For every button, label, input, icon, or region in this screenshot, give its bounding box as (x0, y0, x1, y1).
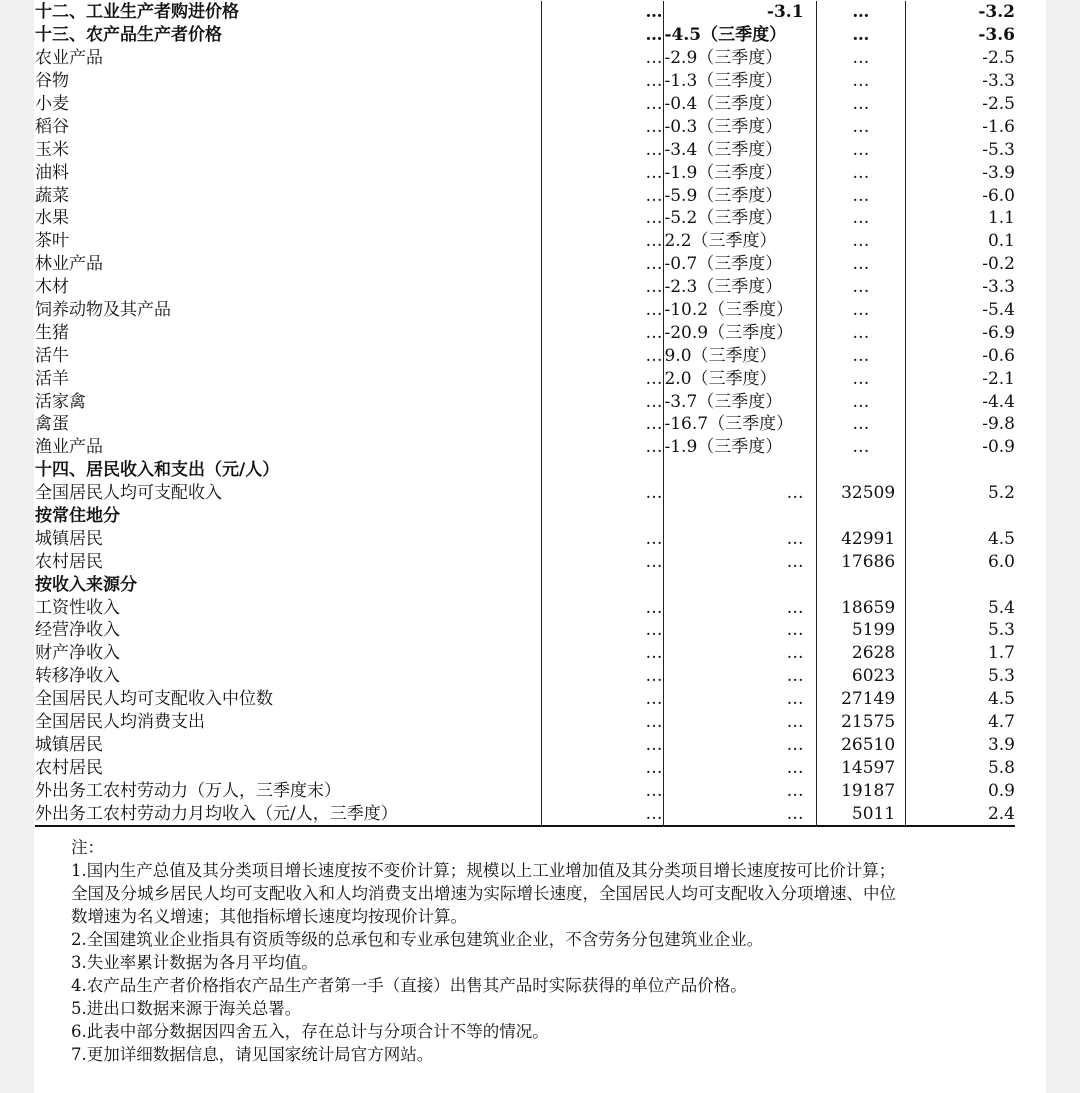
col2-number: 2.0 (664, 368, 692, 389)
col2-note: （三季度） (697, 94, 783, 114)
col1-value: … (541, 527, 664, 550)
col2-value (664, 619, 816, 642)
row-label: 农村居民 (35, 757, 103, 778)
table-row (35, 161, 1015, 184)
col2-number: … (786, 780, 804, 801)
table-row (35, 573, 1015, 596)
col1-value: … (541, 642, 664, 665)
row-label: 渔业产品 (35, 437, 103, 458)
col3-value: … (816, 115, 906, 138)
col2-note: （三季度） (697, 48, 783, 69)
col1-value: … (541, 367, 664, 390)
col4-value: 5.8 (906, 756, 1015, 779)
col2-note: （三季度） (697, 162, 783, 183)
col2-note: （三季度） (691, 231, 777, 252)
col1-value: … (541, 550, 664, 573)
col2-value (664, 184, 816, 207)
table-row (35, 596, 1015, 619)
col2-number: 9.0 (664, 345, 692, 366)
col2-value (664, 573, 816, 596)
row-label: 生猪 (35, 322, 69, 343)
col1-value: … (541, 253, 664, 276)
col2-note: （三季度） (697, 391, 783, 412)
col3-value: … (816, 70, 906, 93)
col2-value (664, 711, 816, 734)
col1-value: … (541, 70, 664, 93)
col1-value (541, 459, 664, 482)
col2-note: （三季度） (697, 254, 783, 275)
col2-note: （三季度） (697, 71, 783, 92)
table-row (35, 505, 1015, 528)
col1-value: … (541, 161, 664, 184)
col4-value: 4.5 (906, 527, 1015, 550)
col2-value (664, 459, 816, 482)
col1-value: … (541, 436, 664, 459)
col1-value: … (541, 1, 664, 24)
col3-value: 2628 (816, 642, 906, 665)
notes-heading: 注： (71, 838, 104, 857)
col2-value (664, 276, 816, 299)
row-label: 稻谷 (35, 116, 69, 137)
row-label: 农村居民 (35, 551, 103, 572)
col2-number: -0.4 (664, 94, 698, 114)
col3-value: … (816, 161, 906, 184)
col2-value (664, 1, 816, 24)
col2-value (664, 390, 816, 413)
col3-value (816, 573, 906, 596)
col4-value: -2.5 (906, 93, 1015, 116)
col1-value: … (541, 413, 664, 436)
col1-value (541, 505, 664, 528)
note-line: 5.进出口数据来源于海关总署。 (71, 999, 302, 1018)
col2-value (664, 299, 816, 322)
col1-value: … (541, 756, 664, 779)
col3-value: … (816, 276, 906, 299)
col2-value (664, 161, 816, 184)
col2-number: -3.7 (664, 391, 698, 412)
col2-note: （三季度） (708, 414, 794, 435)
note-line: 7.更加详细数据信息，请见国家统计局官方网站。 (71, 1045, 434, 1064)
col4-value: 0.1 (906, 230, 1015, 253)
col4-value: 2.4 (906, 802, 1015, 826)
col1-value: … (541, 688, 664, 711)
col2-number: -3.1 (766, 2, 804, 23)
col1-value: … (541, 344, 664, 367)
table-body (35, 1, 1015, 826)
col3-value: 14597 (816, 756, 906, 779)
col2-value (664, 802, 816, 826)
col3-value: 18659 (816, 596, 906, 619)
col1-value: … (541, 138, 664, 161)
col2-number: … (786, 689, 804, 710)
col2-value (664, 596, 816, 619)
col2-number: -3.4 (664, 139, 698, 160)
col2-value (664, 321, 816, 344)
col1-value: … (541, 299, 664, 322)
col3-value: 17686 (816, 550, 906, 573)
col1-value: … (541, 115, 664, 138)
row-label: 全国居民人均可支配收入 (35, 483, 222, 504)
col4-value: 5.4 (906, 596, 1015, 619)
col2-value (664, 115, 816, 138)
row-label: 饲养动物及其产品 (35, 300, 171, 321)
row-label: 小麦 (35, 94, 69, 114)
col3-value: … (816, 321, 906, 344)
col2-number: … (786, 620, 804, 641)
col2-note: （三季度） (691, 345, 777, 366)
table-row (35, 276, 1015, 299)
col4-value: -3.6 (906, 24, 1015, 47)
col3-value: 6023 (816, 665, 906, 688)
table-row (35, 184, 1015, 207)
col4-value: 5.3 (906, 665, 1015, 688)
col1-value: … (541, 802, 664, 826)
col2-value (664, 642, 816, 665)
col3-value: 26510 (816, 734, 906, 757)
col2-number: … (786, 757, 804, 778)
table-row (35, 1, 1015, 24)
row-label: 茶叶 (35, 231, 69, 252)
table-row (35, 93, 1015, 116)
row-label: 十四、居民收入和支出（元/人） (35, 460, 280, 481)
col2-value (664, 436, 816, 459)
col4-value: 4.7 (906, 711, 1015, 734)
col4-value: 0.9 (906, 779, 1015, 802)
col4-value: 4.5 (906, 688, 1015, 711)
col3-value: … (816, 413, 906, 436)
col3-value: 32509 (816, 482, 906, 505)
col4-value: -3.3 (906, 276, 1015, 299)
col2-number: -0.3 (664, 116, 698, 137)
table-row (35, 688, 1015, 711)
row-label: 按收入来源分 (35, 574, 137, 595)
col2-number: … (786, 666, 804, 687)
row-label: 外出务工农村劳动力月均收入（元/人，三季度） (35, 802, 541, 826)
table-row (35, 390, 1015, 413)
col3-value: … (816, 138, 906, 161)
row-label: 谷物 (35, 71, 69, 92)
col4-value: -3.9 (906, 161, 1015, 184)
col3-value: … (816, 253, 906, 276)
col2-note: （三季度） (697, 139, 783, 160)
note-line: 数增速为名义增速；其他指标增长速度均按现价计算。 (71, 907, 467, 926)
col4-value: -2.1 (906, 367, 1015, 390)
row-label: 十二、工业生产者购进价格 (35, 2, 239, 23)
table-row (35, 321, 1015, 344)
col1-value: … (541, 596, 664, 619)
row-label: 全国居民人均消费支出 (35, 712, 205, 733)
col3-value: … (816, 390, 906, 413)
table-row (35, 711, 1015, 734)
table-row (35, 527, 1015, 550)
col2-value (664, 550, 816, 573)
col2-number: … (786, 551, 804, 572)
row-label: 工资性收入 (35, 597, 120, 618)
col2-value (664, 47, 816, 70)
col3-value: … (816, 299, 906, 322)
col1-value: … (541, 619, 664, 642)
note-line: 1.国内生产总值及其分类项目增长速度按不变价计算；规模以上工业增加值及其分类项目增长速度按可比价计算； (71, 861, 896, 880)
col4-value: -2.5 (906, 47, 1015, 70)
col1-value: … (541, 390, 664, 413)
table-row (35, 207, 1015, 230)
row-label: 外出务工农村劳动力（万人，三季度末） (35, 780, 341, 801)
col1-value: … (541, 207, 664, 230)
table-row (35, 299, 1015, 322)
table-row (35, 344, 1015, 367)
table-row (35, 253, 1015, 276)
col2-value (664, 665, 816, 688)
table-row (35, 47, 1015, 70)
row-label: 玉米 (35, 139, 69, 160)
col2-value (664, 505, 816, 528)
col2-value (664, 230, 816, 253)
col2-value (664, 734, 816, 757)
col2-note: （三季度） (708, 300, 794, 321)
col1-value: … (541, 184, 664, 207)
col4-value: -0.6 (906, 344, 1015, 367)
col3-value: … (816, 344, 906, 367)
col2-number: … (786, 483, 804, 504)
col2-value (664, 24, 816, 47)
row-label: 财产净收入 (35, 643, 120, 664)
note-line: 全国及分城乡居民人均可支配收入和人均消费支出增速为实际增长速度，全国居民人均可支配收入分项增速、中位 (71, 884, 896, 903)
col3-value: … (816, 436, 906, 459)
col2-note: （三季度） (708, 322, 794, 343)
col4-value: -1.6 (906, 115, 1015, 138)
col1-value: … (541, 276, 664, 299)
col3-value: 42991 (816, 527, 906, 550)
row-label: 禽蛋 (35, 414, 69, 435)
table-row (35, 779, 1015, 802)
col3-value: … (816, 24, 906, 47)
col2-number: -5.9 (664, 185, 698, 206)
table-row (35, 367, 1015, 390)
table-row (35, 665, 1015, 688)
col4-value: -0.2 (906, 253, 1015, 276)
table-row (35, 482, 1015, 505)
note-line: 4.农产品生产者价格指农产品生产者第一手（直接）出售其产品时实际获得的单位产品价格。 (71, 976, 747, 995)
row-label: 全国居民人均可支配收入中位数 (35, 689, 273, 710)
col4-value (906, 505, 1015, 528)
col2-number: -4.5 (664, 25, 702, 46)
row-label: 按常住地分 (35, 506, 120, 527)
col2-note: （三季度） (701, 25, 787, 46)
col2-number: -1.9 (664, 162, 698, 183)
col2-number: … (786, 528, 804, 549)
col2-value (664, 344, 816, 367)
col2-value (664, 93, 816, 116)
row-label: 活家禽 (35, 391, 86, 412)
col4-value: -5.4 (906, 299, 1015, 322)
col2-note: （三季度） (697, 185, 783, 206)
col2-number: -2.3 (664, 277, 698, 298)
col4-value: -6.9 (906, 321, 1015, 344)
col1-value: … (541, 93, 664, 116)
col2-number: -10.2 (664, 300, 709, 321)
col3-value: … (816, 367, 906, 390)
col1-value: … (541, 665, 664, 688)
row-label: 经营净收入 (35, 620, 120, 641)
row-label: 农业产品 (35, 48, 103, 69)
row-label: 木材 (35, 277, 69, 298)
col3-value: … (816, 207, 906, 230)
row-label: 蔬菜 (35, 185, 69, 206)
col2-number: -1.3 (664, 71, 698, 92)
table-row (35, 138, 1015, 161)
col4-value (906, 459, 1015, 482)
col4-value: -4.4 (906, 390, 1015, 413)
col2-value (664, 779, 816, 802)
col1-value: … (541, 734, 664, 757)
col2-number: … (786, 597, 804, 618)
row-label: 活羊 (35, 368, 69, 389)
col3-value: 21575 (816, 711, 906, 734)
col2-number: … (786, 712, 804, 733)
col2-note: （三季度） (691, 368, 777, 389)
col3-value: 5011 (816, 802, 906, 826)
table-row (35, 459, 1015, 482)
col3-value: 5199 (816, 619, 906, 642)
col1-value (541, 573, 664, 596)
col2-value (664, 138, 816, 161)
col2-value (664, 482, 816, 505)
row-label: 十三、农产品生产者价格 (35, 25, 222, 46)
col2-value (664, 70, 816, 93)
row-label: 城镇居民 (35, 528, 103, 549)
table-row (35, 24, 1015, 47)
table-row (35, 115, 1015, 138)
col2-value (664, 413, 816, 436)
col4-value: 3.9 (906, 734, 1015, 757)
table-row (35, 642, 1015, 665)
col2-number: -0.7 (664, 254, 698, 275)
table-row (35, 802, 1015, 826)
table-row (35, 619, 1015, 642)
col2-note: （三季度） (697, 208, 783, 229)
col2-value (664, 756, 816, 779)
row-label: 水果 (35, 208, 69, 229)
table-row (35, 436, 1015, 459)
col4-value: -6.0 (906, 184, 1015, 207)
note-line: 6.此表中部分数据因四舍五入，存在总计与分项合计不等的情况。 (71, 1022, 549, 1041)
col4-value: -9.8 (906, 413, 1015, 436)
col1-value: … (541, 230, 664, 253)
col4-value: -3.2 (906, 1, 1015, 24)
table-row (35, 70, 1015, 93)
table-row (35, 550, 1015, 573)
table-row (35, 756, 1015, 779)
row-label: 城镇居民 (35, 734, 103, 755)
col1-value: … (541, 711, 664, 734)
row-label: 转移净收入 (35, 666, 120, 687)
col4-value: -3.3 (906, 70, 1015, 93)
col2-value (664, 367, 816, 390)
note-line: 3.失业率累计数据为各月平均值。 (71, 953, 318, 972)
col3-value: … (816, 93, 906, 116)
col2-number: -16.7 (664, 414, 709, 435)
note-line: 2.全国建筑业企业指具有资质等级的总承包和专业承包建筑业企业，不含劳务分包建筑业企业。 (71, 930, 764, 949)
col2-number: … (786, 734, 804, 755)
col2-number: … (786, 643, 804, 664)
col1-value: … (541, 24, 664, 47)
row-label: 油料 (35, 162, 69, 183)
col2-number: … (786, 803, 804, 824)
col2-number: -20.9 (664, 322, 709, 343)
col3-value: 19187 (816, 779, 906, 802)
col3-value: … (816, 184, 906, 207)
col2-note: （三季度） (697, 116, 783, 137)
col3-value: … (816, 1, 906, 24)
col3-value: 27149 (816, 688, 906, 711)
col2-value (664, 207, 816, 230)
col4-value: -0.9 (906, 436, 1015, 459)
col4-value: -5.3 (906, 138, 1015, 161)
col4-value (906, 573, 1015, 596)
col3-value (816, 505, 906, 528)
col4-value: 5.2 (906, 482, 1015, 505)
table-row (35, 413, 1015, 436)
col4-value: 6.0 (906, 550, 1015, 573)
col1-value: … (541, 47, 664, 70)
col4-value: 5.3 (906, 619, 1015, 642)
table-row (35, 230, 1015, 253)
col3-value: … (816, 230, 906, 253)
col2-value (664, 688, 816, 711)
col1-value: … (541, 482, 664, 505)
col2-note: （三季度） (697, 437, 783, 458)
footnotes (71, 836, 1031, 1066)
col2-number: -1.9 (664, 437, 698, 458)
col4-value: 1.7 (906, 642, 1015, 665)
col2-value (664, 527, 816, 550)
col2-note: （三季度） (697, 277, 783, 298)
col2-number: -2.9 (664, 48, 698, 69)
statistics-table (35, 1, 1015, 827)
table-row (35, 734, 1015, 757)
col1-value: … (541, 779, 664, 802)
col3-value: … (816, 47, 906, 70)
col2-number: -5.2 (664, 208, 698, 229)
col4-value: 1.1 (906, 207, 1015, 230)
col1-value: … (541, 321, 664, 344)
col2-number: 2.2 (664, 231, 692, 252)
col2-value (664, 253, 816, 276)
row-label: 林业产品 (35, 254, 103, 275)
col3-value (816, 459, 906, 482)
row-label: 活牛 (35, 345, 69, 366)
